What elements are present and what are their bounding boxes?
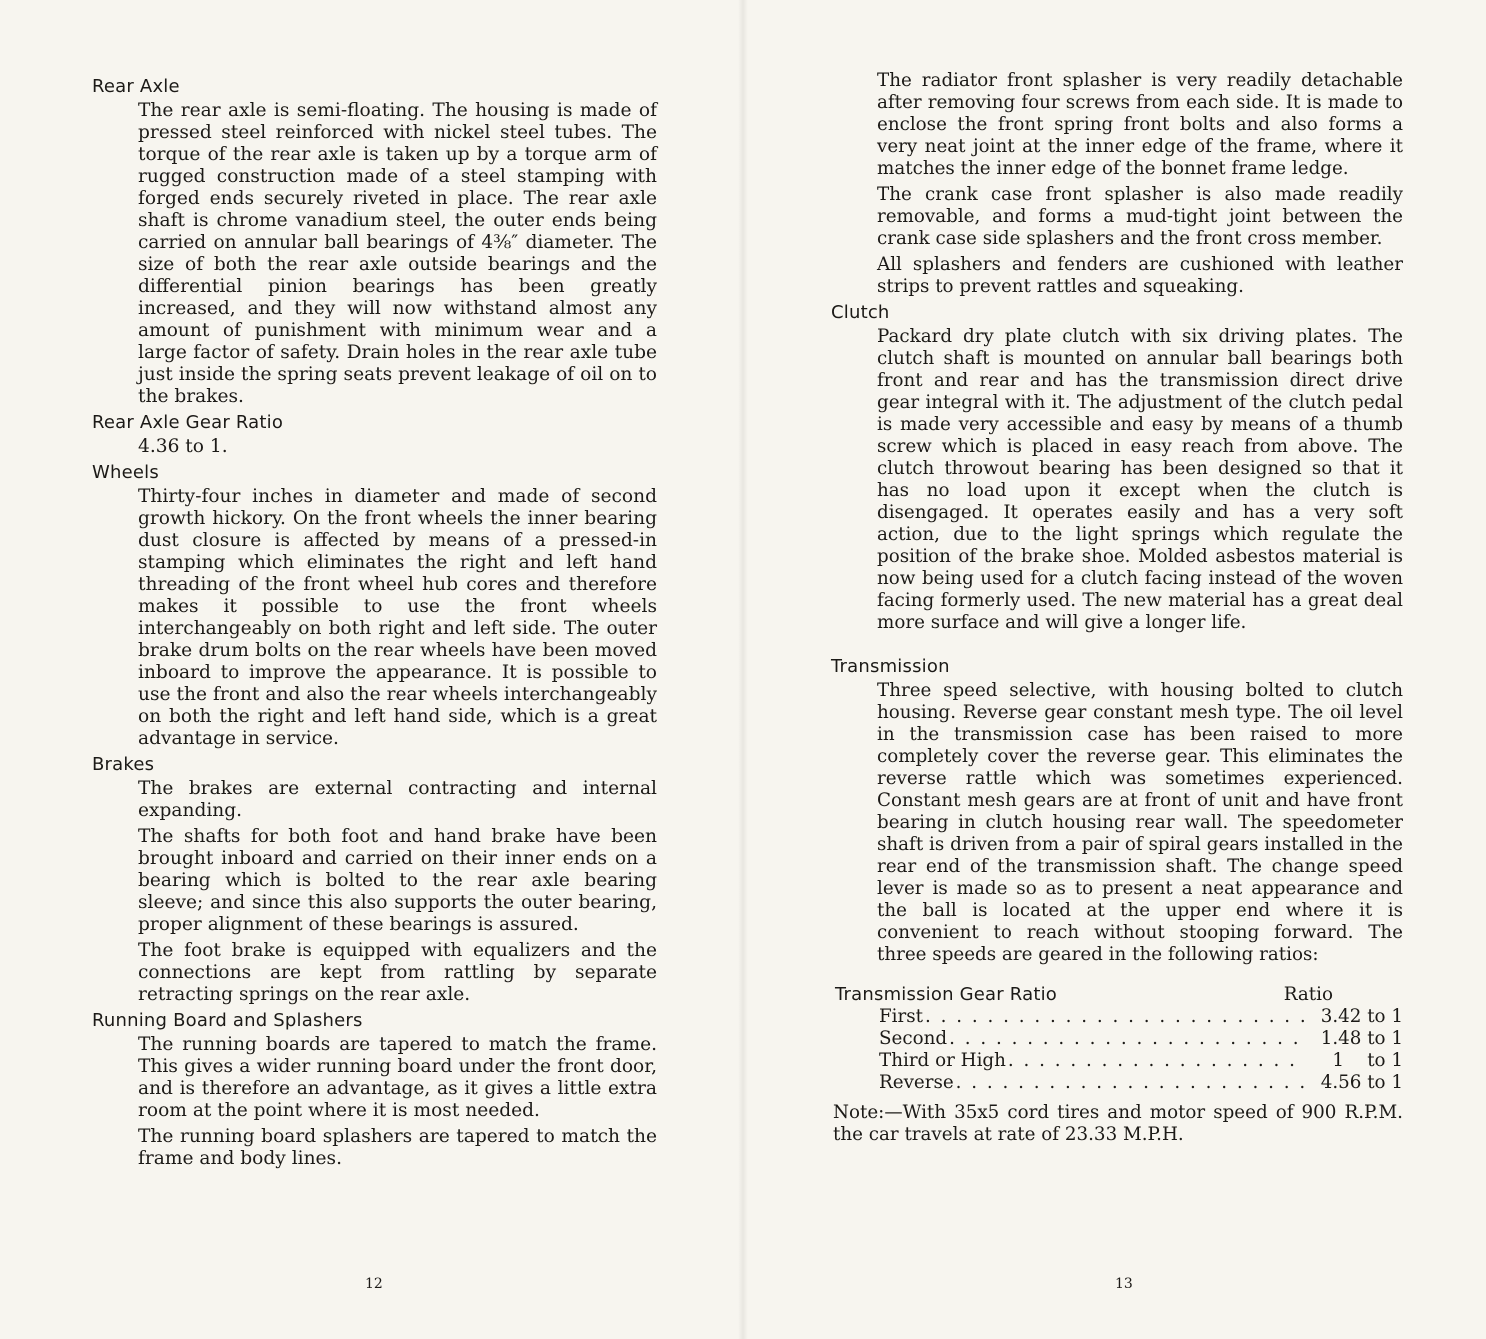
gear-row-third	[879, 1050, 1403, 1072]
dot-leader	[925, 1006, 1305, 1028]
section-rear-axle	[92, 76, 657, 408]
paragraph-transmission: Three speed selective, with housing bolted to clutch housing. Reverse gear constant mesh type. The oil level in the transmission case has been raised to more completely cover the reverse gear. This eliminates the reverse rattle which was sometimes experienced. Constant mesh gears are at front of unit and have front bearing in clutch housing rear wall. The speedometer shaft is driven from a pair of spiral gears installed in the rear end of the transmission shaft. The change speed lever is made so as to present a neat appearance and the ball is located at the upper end where it is convenient to reach without stooping forward. The three speeds are geared in the following ratios:	[877, 680, 1403, 965]
heading-rear-axle: Rear Axle	[92, 76, 180, 97]
section-running-board	[92, 1010, 657, 1170]
gear-ratio-value: 1.48 to 1	[1320, 1028, 1403, 1049]
paragraph-running-board-2: The running board splashers are tapered to match the frame and body lines.	[138, 1126, 657, 1169]
paragraph-rear-axle-gear-ratio: 4.36 to 1.	[138, 436, 228, 457]
gear-table-header	[835, 984, 1403, 1006]
paragraph-brakes-3: The foot brake is equipped with equalizers and the connections are kept from rattling by separate retracting springs on the rear axle.	[138, 940, 657, 1005]
gear-row-second	[879, 1028, 1403, 1050]
right-page-column	[831, 70, 1403, 1146]
heading-transmission: Transmission	[831, 656, 950, 677]
paragraph-brakes-1: The brakes are external contracting and internal expanding.	[138, 778, 657, 821]
page-number-right: 13	[1115, 1276, 1133, 1292]
section-splashers-continued	[831, 70, 1403, 298]
paragraph-crank-case-splasher: The crank case front splasher is also made readily removable, and forms a mud-tight joint between the crank case side splashers and the front cross member.	[877, 184, 1403, 249]
spacer	[831, 638, 1403, 652]
gear-label: Second	[879, 1028, 948, 1049]
gear-label: First	[879, 1006, 923, 1027]
ratio-column-header: Ratio	[1283, 984, 1333, 1005]
paragraph-clutch: Packard dry plate clutch with six driving plates. The clutch shaft is mounted on annular ball bearings both front and rear and has the transmission direct drive gear integral with it. The adjustment of the clutch pedal is made very accessible and easy by means of a thumb screw which is placed in easy reach from above. The clutch throwout bearing has been designed so that it has no load upon it except when the clutch is disengaged. It operates easily and has a very soft action, due to the light springs which regulate the position of the brake shoe. Molded asbestos material is now being used for a clutch facing instead of the woven facing formerly used. The new material has a great deal more surface and will give a longer life.	[877, 326, 1403, 633]
heading-rear-axle-gear-ratio: Rear Axle Gear Ratio	[92, 412, 284, 433]
heading-running-board: Running Board and Splashers	[92, 1010, 363, 1031]
gear-row-first	[879, 1006, 1403, 1028]
section-transmission	[831, 656, 1403, 966]
paragraph-brakes-2: The shafts for both foot and hand brake have been brought inboard and carried on their inner ends on a bearing which is bolted to the rear axle bearing sleeve; and since this also supports the outer bearing, proper alignment of these bearings is assured.	[138, 826, 657, 935]
gear-label: Reverse	[879, 1072, 954, 1093]
section-clutch	[831, 302, 1403, 634]
gear-ratio-value: 4.56 to 1	[1320, 1072, 1403, 1093]
dot-leader	[949, 1028, 1305, 1050]
paragraph-running-board-1: The running boards are tapered to match the frame. This gives a wider running board under the front door, and is therefore an advantage, as it gives a little extra room at the point where it is most needed.	[138, 1034, 657, 1121]
paragraph-rear-axle: The rear axle is semi-floating. The housing is made of pressed steel reinforced with nickel steel tubes. The torque of the rear axle is taken up by a torque arm of rugged construction made of a steel stamping with forged ends securely riveted in place. The rear axle shaft is chrome vanadium steel, the outer ends being carried on annular ball bearings of 4⅜″ diameter. The size of both the rear axle outside bearings and the differential pinion bearings has been greatly increased, and they will now withstand almost any amount of punishment with minimum wear and a large factor of safety. Drain holes in the rear axle tube just inside the spring seats prevent leakage of oil on to the brakes.	[138, 100, 657, 407]
section-wheels	[92, 462, 657, 750]
gear-ratio-value: 1 to 1	[1332, 1050, 1403, 1071]
paragraph-wheels: Thirty-four inches in diameter and made of second growth hickory. On the front wheels the inner bearing dust closure is affected by means of a pressed-in stamping which eliminates the right and left hand threading of the front wheel hub cores and therefore makes it possible to use the front wheels interchangeably on both right and left side. The outer brake drum bolts on the rear wheels have been moved inboard to improve the appearance. It is possible to use the front and also the rear wheels interchangeably on both the right and left hand side, which is a great advantage in service.	[138, 486, 657, 749]
heading-brakes: Brakes	[92, 754, 155, 775]
paragraph-radiator-splasher: The radiator front splasher is very readily detachable after removing four screws from each side. It is made to enclose the front spring front bolts and also forms a very neat joint at the inner edge of the frame, where it matches the inner edge of the bonnet frame ledge.	[877, 70, 1403, 179]
speed-note: Note:—With 35x5 cord tires and motor speed of 900 R.P.M. the car travels at rate of 23.33 M.P.H.	[833, 1102, 1403, 1145]
paragraph-fenders-cushioned: All splashers and fenders are cushioned with leather strips to prevent rattles and squeaking.	[877, 254, 1403, 297]
page-number-left: 12	[365, 1276, 383, 1292]
heading-clutch: Clutch	[831, 302, 890, 323]
transmission-gear-ratio-table	[835, 984, 1403, 1094]
section-brakes	[92, 754, 657, 1006]
dot-leader	[956, 1072, 1305, 1094]
section-rear-axle-gear-ratio	[92, 412, 657, 458]
dot-leader	[1008, 1050, 1305, 1072]
page-13	[743, 0, 1486, 1339]
gear-table-heading: Transmission Gear Ratio	[835, 984, 1057, 1005]
spacer	[831, 970, 1403, 984]
gear-row-reverse	[879, 1072, 1403, 1094]
gear-ratio-value: 3.42 to 1	[1320, 1006, 1403, 1027]
gear-label: Third or High	[879, 1050, 1006, 1071]
heading-wheels: Wheels	[92, 462, 159, 483]
left-page-column	[92, 72, 657, 1174]
